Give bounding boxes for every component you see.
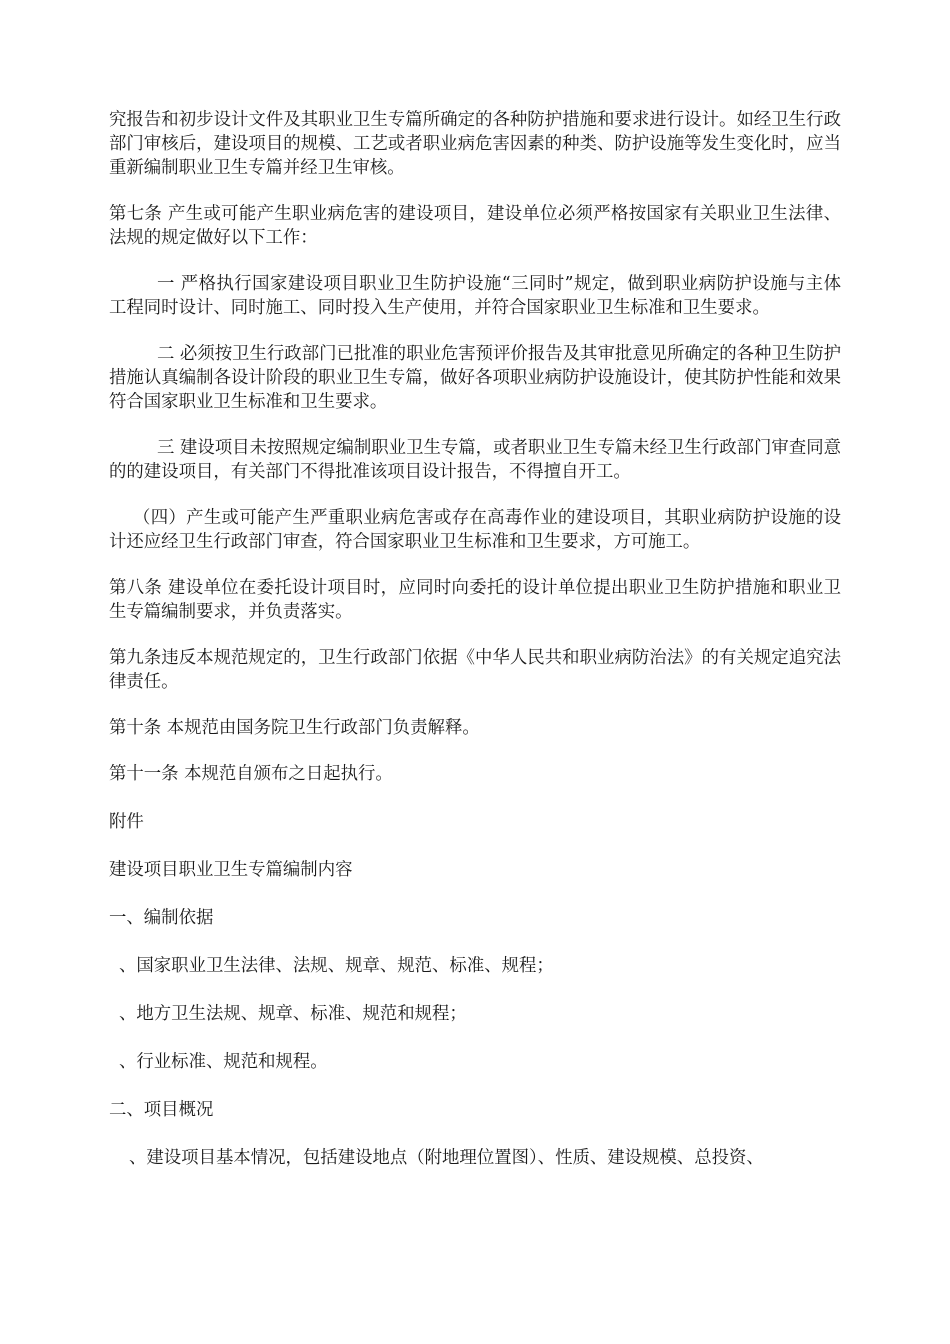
- basis-item-2: 、地方卫生法规、规章、标准、规范和规程；: [119, 1004, 467, 1024]
- article-7-item-3: 三 建设项目未按照规定编制职业卫生专篇，或者职业卫生专篇未经卫生行政部门审查同意的的建设项目，有关部门不得批准该项目设计报告，不得擅自开工。: [109, 438, 841, 482]
- basis-item-3: 、行业标准、规范和规程。: [119, 1052, 328, 1072]
- article-7: 第七条 产生或可能产生职业病危害的建设项目，建设单位必须严格按国家有关职业卫生法律、法规的规定做好以下工作：: [109, 204, 841, 248]
- article-10: 第十条 本规范由国务院卫生行政部门负责解释。: [109, 718, 480, 738]
- overview-item-1: 、建设项目基本情况，包括建设地点（附地理位置图）、性质、建设规模、总投资、: [129, 1148, 764, 1168]
- article-7-item-4: （四）产生或可能产生严重职业病危害或存在高毒作业的建设项目，其职业病防护设施的设计还应经卫生行政部门审查，符合国家职业卫生标准和卫生要求，方可施工。: [109, 508, 841, 552]
- article-7-item-2: 二 必须按卫生行政部门已批准的职业危害预评价报告及其审批意见所确定的各种卫生防护措施认真编制各设计阶段的职业卫生专篇，做好各项职业病防护设施设计，使其防护性能和效果符合国家职业卫生标准和卫生要求。: [109, 344, 841, 412]
- article-11: 第十一条 本规范自颁布之日起执行。: [109, 764, 393, 784]
- section-heading-overview: 二、项目概况: [109, 1100, 214, 1120]
- paragraph-continuation: 究报告和初步设计文件及其职业卫生专篇所确定的各种防护措施和要求进行设计。如经卫生行政部门审核后，建设项目的规模、工艺或者职业病危害因素的种类、防护设施等发生变化时，应当重新编制职业卫生专篇并经卫生审核。: [109, 110, 841, 178]
- article-9: 第九条违反本规范规定的，卫生行政部门依据《中华人民共和职业病防治法》的有关规定追究法律责任。: [109, 648, 841, 692]
- attachment-label: 附件: [109, 812, 144, 832]
- basis-item-1: 、国家职业卫生法律、法规、规章、规范、标准、规程；: [119, 956, 554, 976]
- article-8: 第八条 建设单位在委托设计项目时，应同时向委托的设计单位提出职业卫生防护措施和职业卫生专篇编制要求，并负责落实。: [109, 578, 841, 622]
- article-7-item-1: 一 严格执行国家建设项目职业卫生防护设施“三同时”规定，做到职业病防护设施与主体工程同时设计、同时施工、同时投入生产使用，并符合国家职业卫生标准和卫生要求。: [109, 274, 841, 318]
- document-body: [109, 108, 841, 1194]
- attachment-title: 建设项目职业卫生专篇编制内容: [109, 860, 353, 880]
- section-heading-basis: 一、编制依据: [109, 908, 214, 928]
